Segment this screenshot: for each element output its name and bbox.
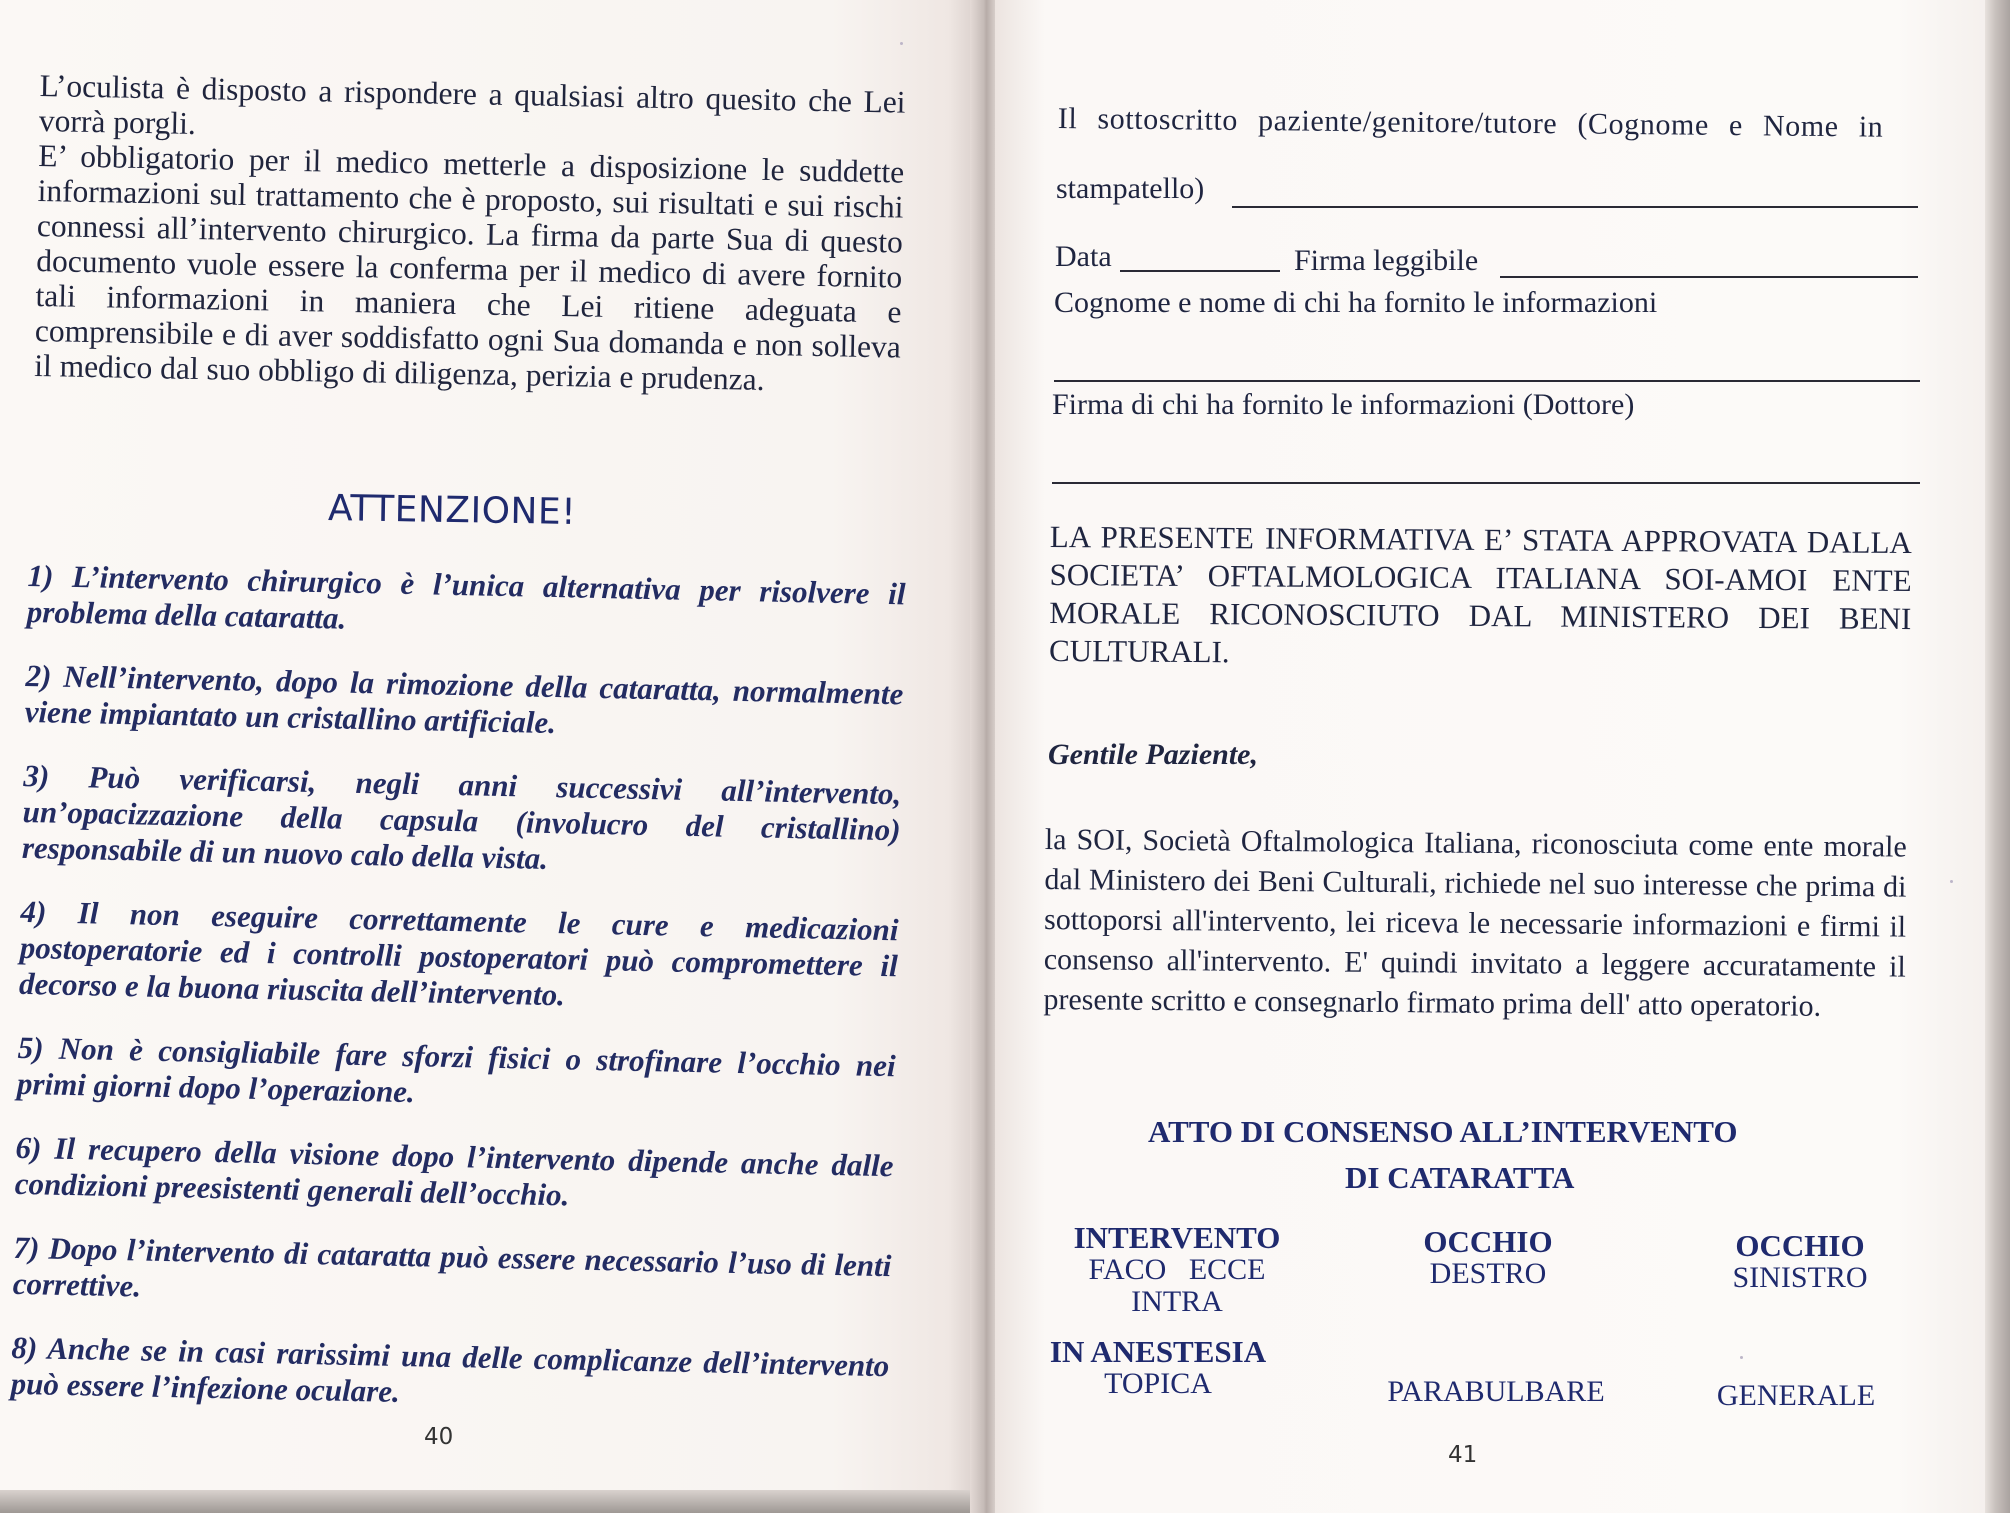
- informant-name-label: Cognome e nome di chi ha fornito le informazioni: [1054, 286, 1658, 319]
- declaration-line: Il sottoscritto paziente/genitore/tutore (Cognome e Nome in: [1057, 102, 1884, 144]
- intervento-options[interactable]: FACO ECCE: [1088, 1253, 1266, 1286]
- list-item: 1) L’intervento chirurgico è l’unica alternativa per risolvere il problema della cataratta.: [26, 558, 906, 636]
- list-item: 6) Il recupero della visione dopo l’intervento dipende anche dalle condizioni preesistenti generali dell’occhio.: [14, 1129, 894, 1213]
- approval-notice: LA PRESENTE INFORMATIVA E’ STATA APPROVATA DALLA SOCIETA’ OFTALMOLOGICA ITALIANA SOI-AMOI ENTE MORALE RICONOSCIUTO DAL MINISTERO DEI BENI CULTURALI.: [1048, 519, 1912, 670]
- date-field[interactable]: [1120, 270, 1280, 272]
- anestesia-label: IN ANESTESIA: [1049, 1334, 1267, 1369]
- list-item: 3) Può verificarsi, negli anni successivi all’intervento, un’opacizzazione della capsula (involucro del cristallino) responsabile di un nuovo calo della vista.: [21, 757, 902, 876]
- parabulbare-option[interactable]: PARABULBARE: [1387, 1375, 1605, 1408]
- attention-list: [10, 558, 906, 1448]
- intervento-intra-option[interactable]: INTRA: [1131, 1285, 1223, 1318]
- informant-signature-label: Firma di chi ha fornito le informazioni (Dottore): [1052, 388, 1635, 421]
- list-item: 5) Non è consigliabile fare sforzi fisici o strofinare l’occhio nei primi giorni dopo l’operazione.: [16, 1029, 896, 1110]
- generale-cell: [1692, 1380, 1900, 1412]
- declaration-line-2: stampatello): [1056, 172, 1205, 205]
- intro-paragraph: E’ obbligatorio per il medico metterle a disposizione le suddette informazioni sul trattamento che è proposto, sui risultati e sui rischi connessi all’intervento chirurgico. La firma da parte Sua di questo documento vuole essere la conferma per il medico di avere fornito tali informazioni in maniera che Lei ritiene adeguata e comprensibile e di aver soddisfatto ogni Sua domanda e non solleva il medico dal suo obbligo di diligenza, perizia e prudenza.: [33, 137, 905, 397]
- paper-speck: [1740, 1356, 1743, 1359]
- left-intro-text: [34, 68, 906, 400]
- occhio-destro-cell: [1390, 1226, 1586, 1290]
- page-number-left: 40: [424, 1424, 454, 1450]
- informant-name-field[interactable]: [1054, 380, 1920, 382]
- sinistro-option[interactable]: SINISTRO: [1732, 1261, 1868, 1294]
- page-edge: [1985, 0, 2010, 1513]
- signature-label: Firma leggibile: [1294, 244, 1479, 277]
- greeting: Gentile Paziente,: [1048, 738, 1258, 771]
- body-paragraph: la SOI, Società Oftalmologica Italiana, riconosciuta come ente morale dal Ministero dei Beni Culturali, richiede nel suo interesse che prima di sottoporsi all'intervento, lei riceva le necessarie informazioni e firmi il consenso all'intervento. E' quindi invitato a leggere accuratamente il presente scritto e consegnarlo firmato prima dell' atto operatorio.: [1043, 822, 1907, 1023]
- anestesia-cell: [1036, 1336, 1280, 1400]
- consent-title-line2: DI CATARATTA: [1345, 1160, 1575, 1195]
- page-bottom-shadow: [0, 1490, 978, 1513]
- destro-option[interactable]: DESTRO: [1429, 1257, 1547, 1290]
- occhio-label: OCCHIO: [1735, 1228, 1865, 1263]
- patient-signature-field[interactable]: [1500, 276, 1918, 278]
- page-number-right: 41: [1448, 1442, 1478, 1468]
- topica-option[interactable]: TOPICA: [1104, 1367, 1212, 1400]
- list-item: 8) Anche se in casi rarissimi una delle complicanze dell’intervento può essere l’infezione oculare.: [10, 1329, 890, 1409]
- list-item: 2) Nell’intervento, dopo la rimozione della cataratta, normalmente viene impiantato un cristallino artificiale.: [24, 657, 904, 741]
- generale-option[interactable]: GENERALE: [1716, 1379, 1876, 1412]
- paper-speck: [900, 42, 903, 45]
- date-label: Data: [1055, 240, 1112, 273]
- attention-heading: ATTENZIONE!: [327, 488, 577, 533]
- intervento-label: INTERVENTO: [1073, 1220, 1281, 1255]
- parabulbare-cell: [1340, 1376, 1652, 1408]
- informant-signature-field[interactable]: [1052, 482, 1920, 484]
- list-item: 7) Dopo l’intervento di cataratta può essere necessario l’uso di lenti correttive.: [12, 1229, 892, 1304]
- occhio-label: OCCHIO: [1423, 1224, 1553, 1259]
- paper-speck: [1950, 880, 1953, 883]
- patient-name-field[interactable]: [1232, 206, 1918, 208]
- occhio-sinistro-cell: [1700, 1230, 1900, 1294]
- intro-paragraph: L’oculista è disposto a rispondere a qualsiasi altro quesito che Lei vorrà porgli.: [38, 68, 906, 141]
- consent-title-line1: ATTO DI CONSENSO ALL’INTERVENTO: [1148, 1114, 1738, 1149]
- list-item: 4) Il non eseguire correttamente le cure e medicazioni postoperatorie ed i controlli postoperatori può compromettere il decorso e la buona riuscita dell’intervento.: [18, 893, 899, 1013]
- intervento-cell: [1064, 1222, 1290, 1318]
